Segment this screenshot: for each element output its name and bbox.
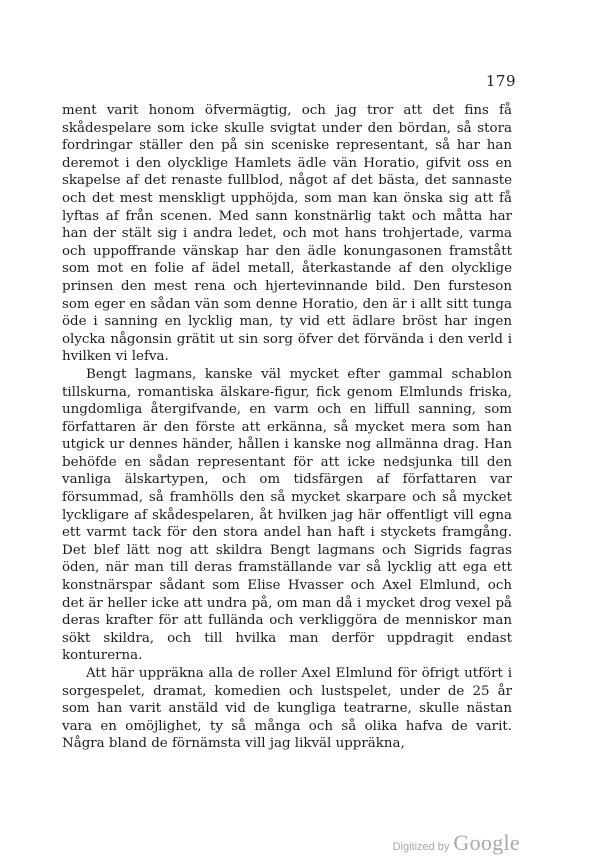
paragraph-2: Bengt lagmans, kanske väl mycket efter gammal schablon tillskurna, romantiska älskare-figur, fick genom Elmlunds friska, ungdomliga återgifvande, en varm och en liffull sanning, som författaren är den förste att erkänna, så mycket mera som han utgick ur dennes händer, hållen i kanske nog allmänna drag. Han behöfde en sådan representant för att icke nedsjunka till den vanliga älskartypen, och om tidsfärgen af författaren var försummad, så framhölls den så mycket skarpare och så mycket lyckligare af skådespelaren, åt hvilken jag här offentligt vill egna ett varmt tack för den stora andel han haft i styckets framgång. Det blef lätt nog att skildra Bengt lagmans och Sigrids fagras öden, när man till deras framställande var så lycklig att ega ett konstnärspar sådant som Elise Hvasser och Axel Elmlund, och det är heller icke att undra på, om man då i mycket drog vexel på deras krafter för att fullända och verkliggöra de menniskor man sökt skildra, och till hvilka man derför uppdragit endast konturerna. [62, 366, 512, 664]
page-number: 179 [485, 72, 516, 90]
paragraph-3: Att här uppräkna alla de roller Axel Elmlund för öfrigt utfört i sorgespelet, dramat, komedien och lustspelet, under de 25 år som han varit anstäld vid de kungliga teatrarne, skulle nästan vara en omöjlighet, ty så många och så olika hafva de varit. Några bland de förnämsta vill jag likväl uppräkna, [62, 666, 512, 752]
google-logo: Google [453, 830, 520, 855]
body-text [62, 102, 512, 753]
watermark-prefix: Digitized by [392, 841, 450, 853]
digitization-watermark [393, 830, 520, 856]
paragraph-1: ment varit honom öfvermägtig, och jag tror att det fins få skådespelare som icke skulle svigtat under den bördan, så stora fordringar ställer den på sin sceniske representant, så har han deremot i den olycklige Hamlets ädle vän Horatio, gifvit oss en skapelse af det renaste fullblod, något af det bästa, det sannaste och det mest menskligt upphöjda, som man kan önska sig att få lyftas af från scenen. Med sann konstnärlig takt och måtta har han der stält sig i andra ledet, och mot hans trohjertade, varma och uppoffrande vänskap har den ädle konungasonen framstått som mot en folie af ädel metall, återkastande af den olycklige prinsen den mest rena och hjertevinnande bild. Den fursteson som eger en sådan vän som denne Horatio, den är i allt sitt tunga öde i sanning en lycklig man, ty vid ett ädlare bröst har ingen olycka någonsin grätit ut sin sorg öfver det förvända i den verld i hvilken vi lefva. [62, 103, 512, 365]
